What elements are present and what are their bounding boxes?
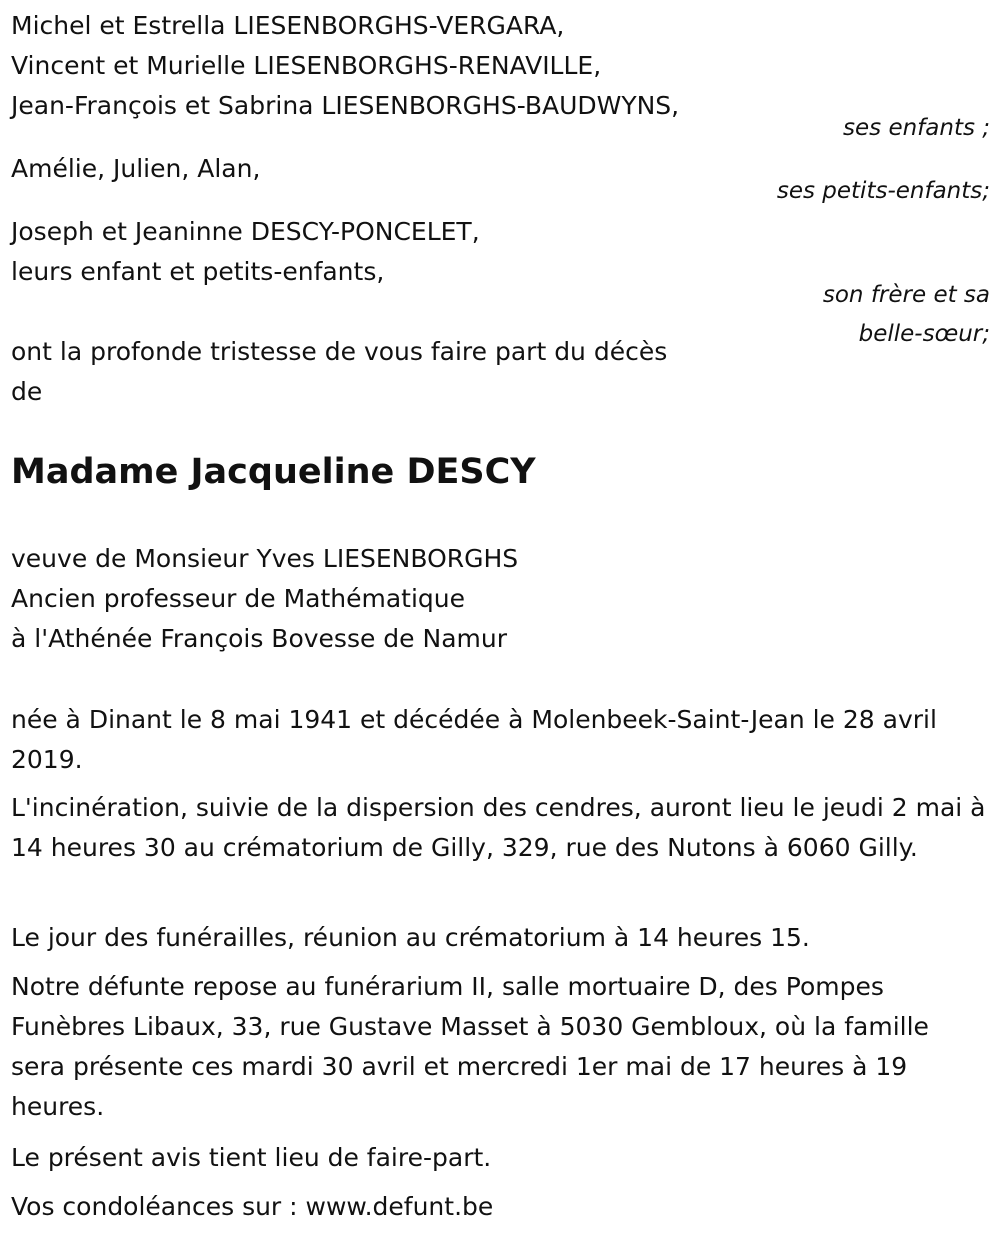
children-line-2: Vincent et Murielle LIESENBORGHS-RENAVILLE,	[11, 51, 602, 80]
announcement-line-2: de	[11, 377, 43, 406]
birth-death-paragraph: née à Dinant le 8 mai 1941 et décédée à Molenbeek-Saint-Jean le 28 avril 2019.	[11, 705, 937, 774]
announcement-line-1: ont la profonde tristesse de vous faire part du décès	[11, 337, 668, 366]
children-role: ses enfants ;	[843, 115, 990, 141]
notice-paragraph: Le présent avis tient lieu de faire-part.	[11, 1143, 492, 1172]
sibling-line-2: leurs enfant et petits-enfants,	[11, 257, 385, 286]
children-line-3: Jean-François et Sabrina LIESENBORGHS-BAUDWYNS,	[11, 91, 680, 120]
cremation-paragraph: L'incinération, suivie de la dispersion des cendres, auront lieu le jeudi 2 mai à 14 heures 30 au crématorium de Gilly, 329, rue des Nutons à 6060 Gilly.	[11, 793, 986, 862]
sibling-role-line-2: belle-sœur;	[858, 321, 990, 347]
sibling-role-line-1: son frère et sa	[822, 282, 990, 308]
details-line-2: Ancien professeur de Mathématique	[11, 584, 466, 613]
grandchildren-role: ses petits-enfants;	[776, 178, 990, 204]
gathering-paragraph: Le jour des funérailles, réunion au crématorium à 14 heures 15.	[11, 923, 810, 952]
children-line-1: Michel et Estrella LIESENBORGHS-VERGARA,	[11, 11, 565, 40]
details-line-3: à l'Athénée François Bovesse de Namur	[11, 624, 507, 653]
deceased-name: Madame Jacqueline DESCY	[11, 452, 536, 492]
funerarium-paragraph: Notre défunte repose au funérarium II, salle mortuaire D, des Pompes Funèbres Libaux, 33, rue Gustave Masset à 5030 Gembloux, où la famille sera présente ces mardi 30 avril et mercredi 1er mai de 17 heures à 19 heures.	[11, 972, 929, 1121]
grandchildren-line: Amélie, Julien, Alan,	[11, 154, 261, 183]
condolences-paragraph: Vos condoléances sur : www.defunt.be	[11, 1192, 494, 1221]
sibling-line-1: Joseph et Jeaninne DESCY-PONCELET,	[11, 217, 480, 246]
details-line-1: veuve de Monsieur Yves LIESENBORGHS	[11, 544, 519, 573]
